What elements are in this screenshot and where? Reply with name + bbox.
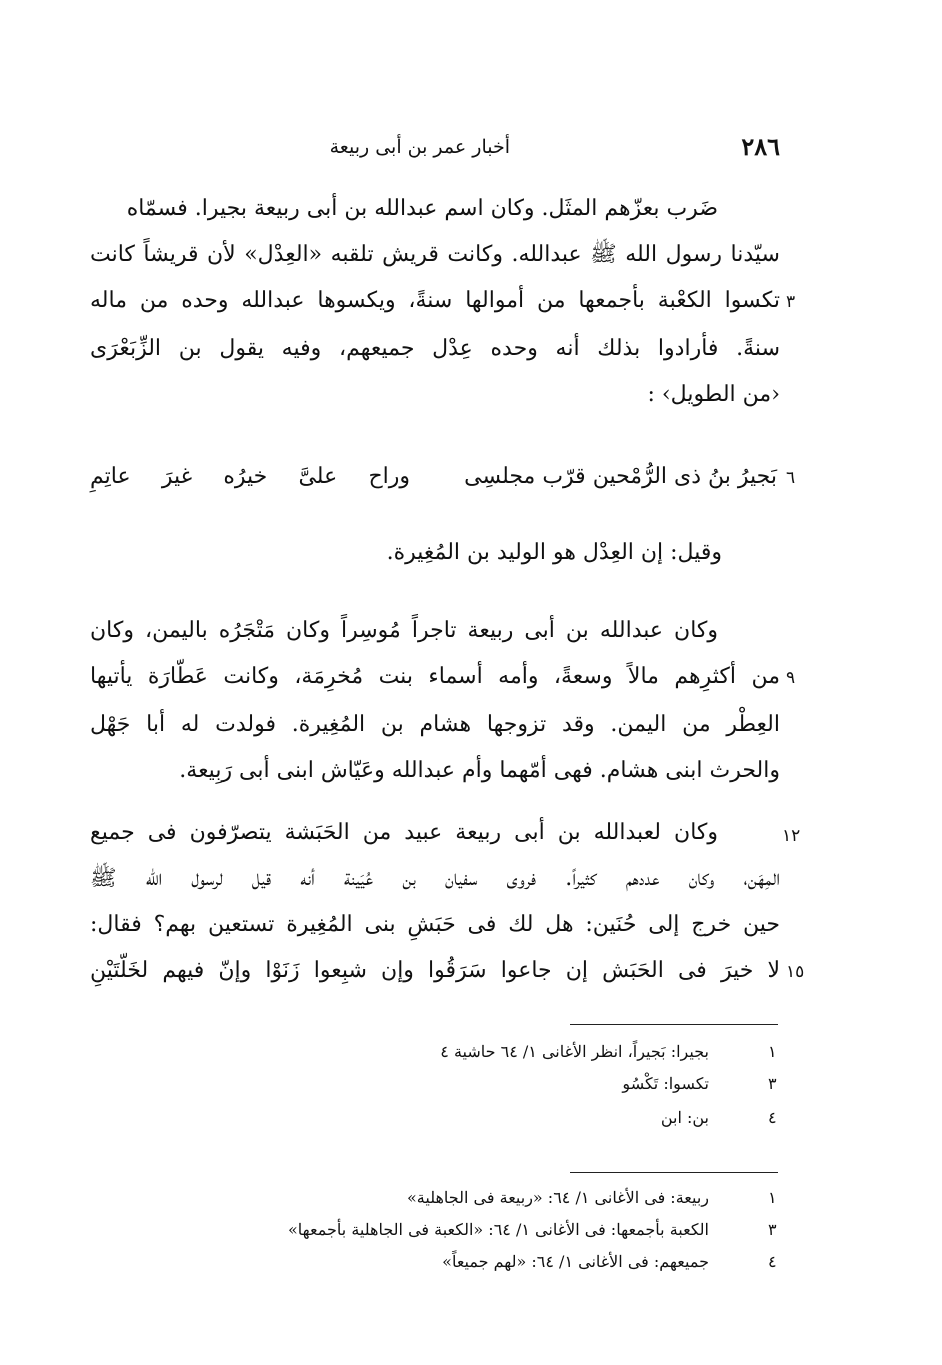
body-line-2: سيّدنا رسول الله ﷺ عبدالله. وكانت قريش تلقبه «العِدْل» لأن قريشاً كانت [90, 242, 780, 267]
footnote-a-1-number: ١ [768, 1042, 777, 1061]
para3-line-2: المِهَن، وكان عددهم كثيراً. فروى سفيان بن عُيَينة أنه قيل لرسول الله ﷺ [90, 866, 780, 891]
footnote-rule-2 [570, 1172, 778, 1173]
footnote-a-2-text: تكسوا: تَكْسُو [622, 1074, 709, 1093]
body-line-4: سنةً. فأرادوا بذلك أنه وحده عِدْل جميعهم، وفيه يقول بن الزِّبَعْرَى [90, 336, 780, 361]
body-line-1: ضَرب بعزّهم المثَل. وكان اسم عبدالله بن أبى ربيعة بجيرا. فسمّاه [126, 196, 718, 221]
footnote-b-3-number: ٤ [768, 1252, 777, 1271]
footnote-a-3-number: ٤ [768, 1108, 777, 1127]
footnote-b-2-number: ٣ [768, 1220, 777, 1239]
line-number-12: ١٢ [782, 826, 801, 846]
para3-line-3: حين خرج إلى حُنَين: هل لك فى حَبَشِ بنى المُغِيرة تستعين بهم؟ فقال: [90, 912, 780, 937]
page-header [90, 132, 780, 162]
page-number: ٢٨٦ [741, 132, 780, 161]
para2-line-1: وكان عبدالله بن أبى ربيعة تاجراً مُوسِراً وكان مَتْجَرُه باليمن، وكان [90, 618, 718, 643]
line-number-9: ٩ [786, 668, 796, 688]
footnote-b-2-text: الكعبة بأجمعها: فى الأغانى ١/ ٦٤: «الكعبة فى الجاهلية بأجمعها» [288, 1220, 709, 1239]
footnote-b-1-text: ربيعة: فى الأغانى ١/ ٦٤: «ربيعة فى الجاهلية» [407, 1188, 709, 1207]
line-number-6: ٦ [786, 468, 796, 488]
para2-line-3: العِطْر من اليمن. وقد تزوجها هشام بن المُغِيرة. فولدت له أبا جَهْل [90, 712, 780, 737]
footnote-a-1-text: بجيرا: بَجيراً، انظر الأغانى ١/ ٦٤ حاشية ٤ [440, 1042, 709, 1061]
para2-line-4: والحرث ابنى هشام. فهى أمّهما وأم عبدالله وعَيّاش ابنى أبى رَبِيعة. [179, 758, 780, 783]
line-number-15: ١٥ [786, 962, 805, 982]
para3-line-4: لا خيرَ فى الحَبَش إن جاعوا سَرَقُوا وإن شبِعوا زَنَوْا وإنّ فيهم لخَلّتَيْنِ [90, 958, 780, 983]
para2-line-2: من أكثرِهم مالاً وسعةً، وأمه أسماء بنت مُخرِمَة، وكانت عَطّارَة يأتيها [90, 664, 780, 689]
running-title: أخبار عمر بن أبى ربيعة [329, 136, 510, 158]
footnote-b-1-number: ١ [768, 1188, 777, 1207]
footnote-a-2-number: ٣ [768, 1074, 777, 1093]
footnote-rule-1 [570, 1024, 778, 1025]
para3-line-1: وكان لعبدالله بن أبى ربيعة عبيد من الحَبَشة يتصرّفون فى جميع [90, 820, 718, 845]
footnote-a-3-text: بن: ابن [660, 1108, 709, 1127]
verse-second-half: وراح علىَّ خيرُه غيرَ عاتِمِ [90, 464, 410, 489]
verse-first-half: بَجيرُ بنُ ذى الرُّمْحين قرّب مجلسِى [464, 464, 777, 489]
body-line-3: تكسوا الكعْبة بأجمعها من أموالها سنةً، ويكسوها عبدالله وحده من ماله [90, 288, 780, 313]
footnote-b-3-text: جميعهم: فى الأغانى ١/ ٦٤: «لهم جميعاً» [442, 1252, 709, 1271]
body-line-5: ‹من الطويل› : [647, 382, 780, 407]
quote-line: وقيل: إن العِدْل هو الوليد بن المُغِيرة. [386, 540, 722, 565]
line-number-3: ٣ [786, 292, 796, 312]
